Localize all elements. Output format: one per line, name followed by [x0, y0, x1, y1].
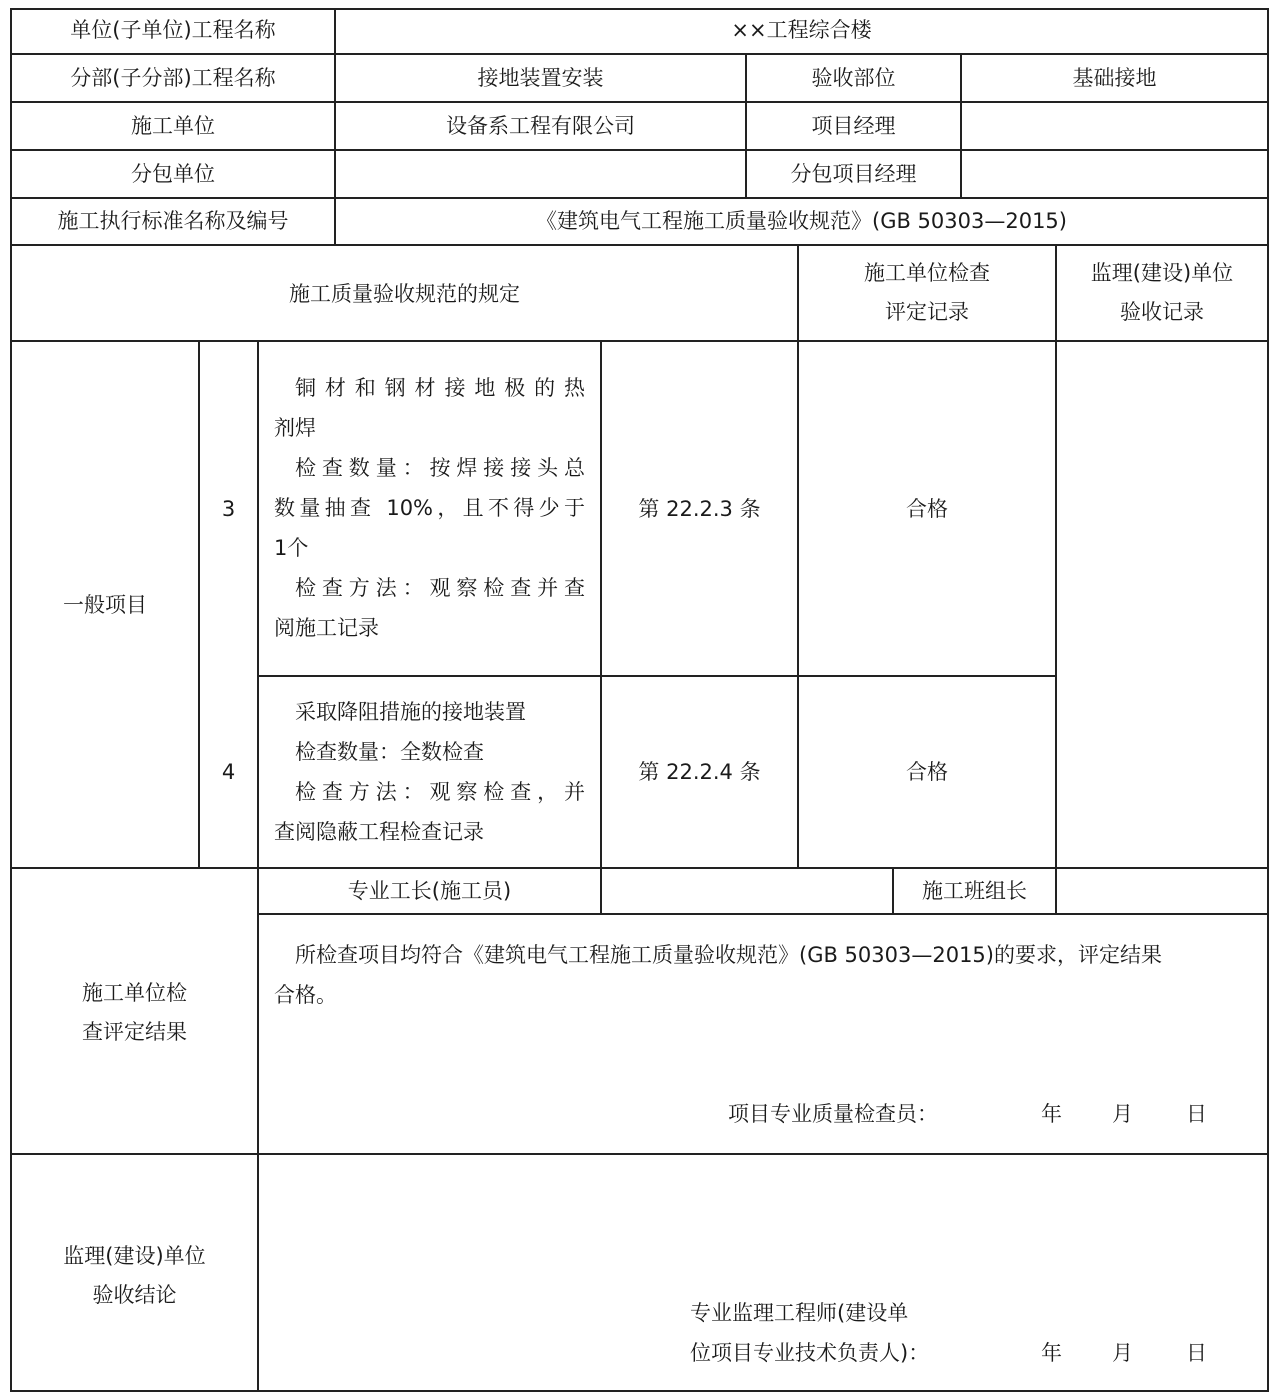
desc-line: 检查数量：按焊接接头总 [295, 456, 585, 480]
evaluation-text [274, 935, 1264, 1015]
acceptance-part-label: 验收部位 [811, 66, 896, 90]
item-description [274, 368, 585, 648]
supervision-record-heading-1: 监理(建设)单位 [1090, 261, 1234, 285]
desc-line: 铜材和钢材接地极的热 [295, 376, 585, 400]
evaluation-line: 所检查项目均符合《建筑电气工程施工质量验收规范》(GB 50303—2015)的要求，评定结果 [295, 943, 1162, 967]
date-day: 日 [1186, 1341, 1207, 1365]
engineer-signature-label-2: 位项目专业技术负责人)： [690, 1341, 930, 1365]
col-divider [257, 340, 259, 1392]
inspector-signature-label: 项目专业质量检查员： [728, 1102, 938, 1126]
col-divider [600, 340, 602, 914]
row-divider [258, 675, 1056, 677]
item-number: 3 [221, 497, 236, 521]
desc-line: 剂焊 [274, 416, 316, 440]
team-leader-label: 施工班组长 [922, 879, 1027, 903]
check-result: 合格 [906, 760, 948, 784]
date-month: 月 [1112, 1341, 1133, 1365]
supervision-label-2: 验收结论 [92, 1283, 177, 1307]
unit-project-value: ××工程综合楼 [731, 18, 872, 42]
date-year: 年 [1041, 1102, 1062, 1126]
desc-line: 数量抽查 10%，且不得少于 [274, 496, 585, 520]
col-divider [198, 340, 200, 868]
clause-reference: 第 22.2.4 条 [638, 760, 761, 784]
desc-line: 阅施工记录 [274, 616, 379, 640]
desc-line: 检查方法：观察检查并查 [295, 576, 585, 600]
construction-result-label-1: 施工单位检 [82, 981, 187, 1005]
item-number: 4 [221, 760, 236, 784]
row-divider [10, 197, 1269, 199]
row-divider [10, 53, 1269, 55]
subcontract-unit-label: 分包单位 [131, 162, 215, 186]
engineer-signature-label-1: 专业监理工程师(建设单 [690, 1301, 909, 1325]
supervision-record-heading-2: 验收记录 [1120, 300, 1204, 324]
acceptance-part-value: 基础接地 [1072, 66, 1157, 90]
col-divider [1055, 244, 1057, 914]
item-description [274, 692, 585, 852]
check-record-heading-1: 施工单位检查 [864, 261, 990, 285]
standard-label: 施工执行标准名称及编号 [57, 209, 289, 233]
evaluation-line: 合格。 [274, 983, 337, 1007]
foreman-label: 专业工长(施工员) [347, 879, 512, 903]
date-year: 年 [1041, 1341, 1062, 1365]
subcontract-manager-label: 分包项目经理 [790, 162, 917, 186]
desc-line: 采取降阻措施的接地装置 [295, 700, 526, 724]
desc-line: 查阅隐蔽工程检查记录 [274, 820, 484, 844]
project-manager-label: 项目经理 [811, 114, 896, 138]
construction-unit-value: 设备系工程有限公司 [446, 114, 635, 138]
general-items-label: 一般项目 [63, 593, 147, 617]
construction-unit-label: 施工单位 [131, 114, 215, 138]
date-month: 月 [1112, 1102, 1133, 1126]
check-result: 合格 [906, 497, 948, 521]
sub-project-label: 分部(子分部)工程名称 [70, 66, 276, 90]
check-record-heading-2: 评定记录 [885, 300, 969, 324]
standard-value: 《建筑电气工程施工质量验收规范》(GB 50303—2015) [536, 209, 1067, 233]
construction-result-label-2: 查评定结果 [82, 1020, 187, 1044]
date-day: 日 [1186, 1102, 1207, 1126]
unit-project-label: 单位(子单位)工程名称 [70, 18, 276, 42]
spec-column-heading: 施工质量验收规范的规定 [289, 282, 520, 306]
row-divider [10, 1153, 1269, 1155]
clause-reference: 第 22.2.3 条 [638, 497, 761, 521]
desc-line: 1个 [274, 536, 309, 560]
row-divider [258, 913, 1269, 915]
row-divider [10, 244, 1269, 246]
desc-line: 检查数量：全数检查 [295, 740, 484, 764]
desc-line: 检查方法：观察检查，并 [295, 780, 585, 804]
supervision-label-1: 监理(建设)单位 [63, 1244, 206, 1268]
row-divider [10, 101, 1269, 103]
row-divider [10, 149, 1269, 151]
sub-project-value: 接地装置安装 [477, 66, 604, 90]
